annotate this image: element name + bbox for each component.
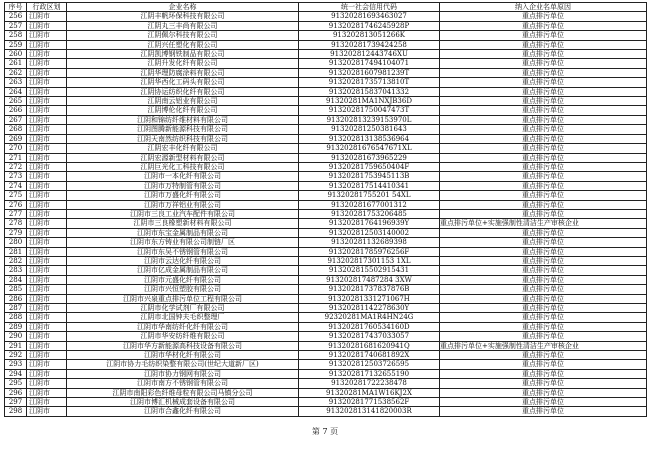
table-row xyxy=(5,68,647,77)
cell-name: 江阴市元盛化纤有限公司 xyxy=(67,275,299,284)
cell-code: 913202815502915431 xyxy=(299,266,440,275)
table-row xyxy=(5,181,647,190)
table-row xyxy=(5,398,647,407)
cell-name: 江阴市万盛化纤有限公司 xyxy=(67,191,299,200)
table-row xyxy=(5,341,647,350)
cell-district: 江阴市 xyxy=(27,144,67,153)
table-row xyxy=(5,134,647,143)
table-row xyxy=(5,200,647,209)
cell-district: 江阴市 xyxy=(27,285,67,294)
cell-name: 江阴华理防腐涂料有限公司 xyxy=(67,68,299,77)
table-row xyxy=(5,275,647,284)
cell-name: 江阴市协力毛纺织染整有限公司(世纪大道新厂区) xyxy=(67,360,299,369)
cell-reason: 重点排污单位+实施强制性清洁生产审核企业 xyxy=(440,341,647,350)
cell-reason: 重点排污单位 xyxy=(440,388,647,397)
cell-name: 江阴升发化纤有限公司 xyxy=(67,59,299,68)
table-row xyxy=(5,360,647,369)
cell-code: 913202817514410341 xyxy=(299,181,440,190)
table-body xyxy=(5,12,647,416)
table-row xyxy=(5,191,647,200)
enterprise-list-sheet xyxy=(4,2,646,417)
cell-code: 91320281764196939Y xyxy=(299,219,440,228)
header-name: 企业名称 xyxy=(67,3,299,12)
cell-name: 江阴市兴恒塑胶有限公司 xyxy=(67,285,299,294)
cell-no: 294 xyxy=(5,369,27,378)
table-row xyxy=(5,228,647,237)
cell-no: 256 xyxy=(5,12,27,21)
cell-no: 297 xyxy=(5,398,27,407)
page-number: 第 7 页 xyxy=(311,427,339,436)
cell-no: 258 xyxy=(5,31,27,40)
cell-no: 271 xyxy=(5,153,27,162)
cell-no: 278 xyxy=(5,219,27,228)
cell-code: 91320281722238478 xyxy=(299,379,440,388)
table-row xyxy=(5,50,647,59)
cell-code: 91320281132689398 xyxy=(299,238,440,247)
cell-no: 267 xyxy=(5,115,27,124)
table-row xyxy=(5,31,647,40)
cell-reason: 重点排污单位 xyxy=(440,68,647,77)
table-row xyxy=(5,12,647,21)
cell-district: 江阴市 xyxy=(27,40,67,49)
cell-code: 91320281755201 54XL xyxy=(299,191,440,200)
cell-reason: 重点排污单位 xyxy=(440,153,647,162)
cell-no: 298 xyxy=(5,407,27,416)
cell-name: 江阴市华南纺纤化纤有限公司 xyxy=(67,322,299,331)
cell-reason: 重点排污单位 xyxy=(440,360,647,369)
table-row xyxy=(5,125,647,134)
cell-code: 91320281750047473T xyxy=(299,106,440,115)
table-row xyxy=(5,87,647,96)
cell-code: 91320281737837876B xyxy=(299,285,440,294)
cell-district: 江阴市 xyxy=(27,228,67,237)
cell-no: 274 xyxy=(5,181,27,190)
cell-reason: 重点排污单位 xyxy=(440,21,647,30)
table-row xyxy=(5,144,647,153)
cell-reason: 重点排污单位 xyxy=(440,172,647,181)
cell-no: 286 xyxy=(5,294,27,303)
cell-name: 江阴宏丰化纤有限公司 xyxy=(67,144,299,153)
cell-district: 江阴市 xyxy=(27,275,67,284)
cell-name: 江阴市协力钢网有限公司 xyxy=(67,369,299,378)
cell-no: 295 xyxy=(5,379,27,388)
cell-code: 91320281771538562F xyxy=(299,398,440,407)
cell-name: 江阴市东吴不锈钢管有限公司 xyxy=(67,247,299,256)
table-row xyxy=(5,407,647,416)
cell-district: 江阴市 xyxy=(27,247,67,256)
cell-name: 江阴南云铝业有限公司 xyxy=(67,97,299,106)
cell-code: 91320281759650404F xyxy=(299,162,440,171)
cell-code: 91320281677001312 xyxy=(299,200,440,209)
cell-name: 江阴市华方新能源高科技设备有限公司 xyxy=(67,341,299,350)
table-row xyxy=(5,369,647,378)
cell-code: 91320281331271067H xyxy=(299,294,440,303)
table-row xyxy=(5,294,647,303)
cell-no: 268 xyxy=(5,125,27,134)
cell-district: 江阴市 xyxy=(27,87,67,96)
cell-no: 296 xyxy=(5,388,27,397)
header-code: 统一社会信用代码 xyxy=(299,3,440,12)
cell-reason: 重点排污单位 xyxy=(440,228,647,237)
cell-reason: 重点排污单位 xyxy=(440,125,647,134)
header-reason: 纳入企业名单原因 xyxy=(440,3,647,12)
table-row xyxy=(5,266,647,275)
cell-reason: 重点排污单位 xyxy=(440,181,647,190)
cell-district: 江阴市 xyxy=(27,379,67,388)
table-header-row xyxy=(5,3,647,12)
cell-district: 江阴市 xyxy=(27,332,67,341)
cell-name: 江阴市南阳彩色纤维母粒有限公司马镇分公司 xyxy=(67,388,299,397)
cell-reason: 重点排污单位 xyxy=(440,134,647,143)
cell-district: 江阴市 xyxy=(27,31,67,40)
cell-code: 91320281739424258 xyxy=(299,40,440,49)
cell-district: 江阴市 xyxy=(27,322,67,331)
cell-code: 91320281681620941Q xyxy=(299,341,440,350)
cell-name: 江阴丸三丰尚有限公司 xyxy=(67,21,299,30)
table-row xyxy=(5,153,647,162)
table-row xyxy=(5,388,647,397)
table-row xyxy=(5,247,647,256)
cell-code: 91320281740681892X xyxy=(299,351,440,360)
cell-district: 江阴市 xyxy=(27,238,67,247)
table-row xyxy=(5,21,647,30)
cell-no: 284 xyxy=(5,275,27,284)
cell-code: 913202813138536964 xyxy=(299,134,440,143)
table-row xyxy=(5,332,647,341)
cell-name: 江阴图腾新能源科技有限公司 xyxy=(67,125,299,134)
cell-district: 江阴市 xyxy=(27,200,67,209)
cell-code: 91320281250381643 xyxy=(299,125,440,134)
cell-name: 江阴市北国钟夫毛织整理厂 xyxy=(67,313,299,322)
cell-reason: 重点排污单位 xyxy=(440,50,647,59)
cell-code: 913202812503140002 xyxy=(299,228,440,237)
cell-district: 江阴市 xyxy=(27,21,67,30)
cell-no: 264 xyxy=(5,87,27,96)
cell-code: 91320281735713810T xyxy=(299,78,440,87)
cell-no: 273 xyxy=(5,172,27,181)
cell-name: 江阴市兴泉重点排污单位工程有限公司 xyxy=(67,294,299,303)
cell-code: 913202812443746XU xyxy=(299,50,440,59)
cell-name: 江阴市博汇机械成套设备有限公司 xyxy=(67,398,299,407)
cell-district: 江阴市 xyxy=(27,97,67,106)
cell-district: 江阴市 xyxy=(27,172,67,181)
table-row xyxy=(5,97,647,106)
cell-district: 江阴市 xyxy=(27,68,67,77)
cell-reason: 重点排污单位 xyxy=(440,322,647,331)
table-row xyxy=(5,238,647,247)
cell-name: 江阴天南然纺织科技有限公司 xyxy=(67,134,299,143)
cell-name: 江阴华西化工码头有限公司 xyxy=(67,78,299,87)
table-row xyxy=(5,322,647,331)
cell-reason: 重点排污单位 xyxy=(440,256,647,265)
cell-reason: 重点排污单位 xyxy=(440,12,647,21)
table-row xyxy=(5,256,647,265)
cell-district: 江阴市 xyxy=(27,50,67,59)
cell-name: 江阴市合鑫化纤有限公司 xyxy=(67,407,299,416)
cell-reason: 重点排污单位 xyxy=(440,115,647,124)
cell-district: 江阴市 xyxy=(27,162,67,171)
cell-district: 江阴市 xyxy=(27,304,67,313)
cell-reason: 重点排污单位 xyxy=(440,247,647,256)
cell-name: 江阴市南方不锈钢管有限公司 xyxy=(67,379,299,388)
cell-reason: 重点排污单位 xyxy=(440,332,647,341)
cell-name: 江阴巨光化工科技有限公司 xyxy=(67,162,299,171)
table-row xyxy=(5,115,647,124)
cell-district: 江阴市 xyxy=(27,209,67,218)
cell-reason: 重点排污单位 xyxy=(440,59,647,68)
cell-district: 江阴市 xyxy=(27,398,67,407)
cell-district: 江阴市 xyxy=(27,59,67,68)
cell-code: 91320281676547671XL xyxy=(299,144,440,153)
cell-code: 91320281142278630Y xyxy=(299,304,440,313)
cell-reason: 重点排污单位 xyxy=(440,369,647,378)
cell-district: 江阴市 xyxy=(27,12,67,21)
cell-no: 260 xyxy=(5,50,27,59)
cell-no: 288 xyxy=(5,313,27,322)
cell-no: 277 xyxy=(5,209,27,218)
cell-code: 913202817132655190 xyxy=(299,369,440,378)
cell-no: 276 xyxy=(5,200,27,209)
cell-code: 913202817487284 3XW xyxy=(299,275,440,284)
cell-code: 91320281785976256F xyxy=(299,247,440,256)
cell-name: 江阴市华安纺纤维有限公司 xyxy=(67,332,299,341)
table-row xyxy=(5,209,647,218)
cell-reason: 重点排污单位 xyxy=(440,78,647,87)
cell-reason: 重点排污单位 xyxy=(440,285,647,294)
cell-no: 265 xyxy=(5,97,27,106)
table-row xyxy=(5,313,647,322)
cell-district: 江阴市 xyxy=(27,294,67,303)
cell-reason: 重点排污单位 xyxy=(440,275,647,284)
cell-name: 江阴凯博钢铁制品有限公司 xyxy=(67,50,299,59)
cell-name: 江阴兴任塑化有限公司 xyxy=(67,40,299,49)
cell-reason: 重点排污单位 xyxy=(440,238,647,247)
header-no: 序号 xyxy=(5,3,27,12)
cell-name: 江阴市一本化纤有限公司 xyxy=(67,172,299,181)
table-row xyxy=(5,304,647,313)
table-row xyxy=(5,351,647,360)
cell-reason: 重点排污单位 xyxy=(440,266,647,275)
cell-code: 92320281MA1R4HN24G xyxy=(299,313,440,322)
cell-name: 江阴市云达化纤有限公司 xyxy=(67,256,299,265)
cell-district: 江阴市 xyxy=(27,106,67,115)
cell-name: 江阴市东宝金属制品有限公司 xyxy=(67,228,299,237)
table-row xyxy=(5,162,647,171)
cell-no: 259 xyxy=(5,40,27,49)
cell-district: 江阴市 xyxy=(27,134,67,143)
cell-reason: 重点排污单位+实施强制性清洁生产审核企业 xyxy=(440,219,647,228)
cell-reason: 重点排污单位 xyxy=(440,313,647,322)
cell-code: 91320281607981239T xyxy=(299,68,440,77)
cell-reason: 重点排污单位 xyxy=(440,200,647,209)
cell-district: 江阴市 xyxy=(27,360,67,369)
cell-name: 江阴市三良橡塑新材料有限公司 xyxy=(67,219,299,228)
cell-name: 江阴丰帆环保科技有限公司 xyxy=(67,12,299,21)
table-row xyxy=(5,78,647,87)
table-row xyxy=(5,106,647,115)
cell-code: 91320281673965229 xyxy=(299,153,440,162)
cell-district: 江阴市 xyxy=(27,153,67,162)
cell-reason: 重点排污单位 xyxy=(440,407,647,416)
cell-district: 江阴市 xyxy=(27,115,67,124)
cell-district: 江阴市 xyxy=(27,256,67,265)
cell-reason: 重点排污单位 xyxy=(440,106,647,115)
cell-no: 289 xyxy=(5,322,27,331)
cell-no: 270 xyxy=(5,144,27,153)
cell-district: 江阴市 xyxy=(27,125,67,134)
cell-district: 江阴市 xyxy=(27,219,67,228)
cell-code: 913202817301153 1XL xyxy=(299,256,440,265)
cell-no: 272 xyxy=(5,162,27,171)
table-row xyxy=(5,40,647,49)
cell-code: 91320281753945113B xyxy=(299,172,440,181)
cell-no: 281 xyxy=(5,247,27,256)
cell-name: 江阴佩尔科技有限公司 xyxy=(67,31,299,40)
cell-reason: 重点排污单位 xyxy=(440,191,647,200)
cell-name: 江阴市万特制管有限公司 xyxy=(67,181,299,190)
cell-reason: 重点排污单位 xyxy=(440,398,647,407)
cell-no: 266 xyxy=(5,106,27,115)
cell-no: 291 xyxy=(5,341,27,350)
table-row xyxy=(5,172,647,181)
cell-code: 913202813239153970L xyxy=(299,115,440,124)
cell-name: 江阴市化学试剂厂有限公司 xyxy=(67,304,299,313)
cell-reason: 重点排污单位 xyxy=(440,162,647,171)
cell-name: 江阴宏源新型材料有限公司 xyxy=(67,153,299,162)
enterprise-table xyxy=(4,2,647,417)
cell-reason: 重点排污单位 xyxy=(440,209,647,218)
cell-no: 261 xyxy=(5,59,27,68)
cell-district: 江阴市 xyxy=(27,369,67,378)
cell-code: 913202817437033057 xyxy=(299,332,440,341)
cell-reason: 重点排污单位 xyxy=(440,294,647,303)
cell-no: 290 xyxy=(5,332,27,341)
cell-name: 江阴市东方铸业有限公司制链厂区 xyxy=(67,238,299,247)
cell-district: 江阴市 xyxy=(27,181,67,190)
cell-no: 283 xyxy=(5,266,27,275)
cell-name: 江阴协运纺织化纤有限公司 xyxy=(67,87,299,96)
cell-name: 江阴和锦纺纤维材料有限公司 xyxy=(67,115,299,124)
cell-district: 江阴市 xyxy=(27,191,67,200)
cell-reason: 重点排污单位 xyxy=(440,351,647,360)
cell-code: 91320281746245928P xyxy=(299,21,440,30)
cell-code: 913202812503726595 xyxy=(299,360,440,369)
cell-code: 91320281MA1NXJB36D xyxy=(299,97,440,106)
cell-no: 279 xyxy=(5,228,27,237)
cell-name: 江阴市万祥铝业有限公司 xyxy=(67,200,299,209)
cell-no: 293 xyxy=(5,360,27,369)
cell-district: 江阴市 xyxy=(27,266,67,275)
cell-district: 江阴市 xyxy=(27,351,67,360)
cell-code: 913202813141820003R xyxy=(299,407,440,416)
cell-reason: 重点排污单位 xyxy=(440,144,647,153)
cell-name: 江阴市亿成金属制品有限公司 xyxy=(67,266,299,275)
cell-reason: 重点排污单位 xyxy=(440,40,647,49)
cell-no: 292 xyxy=(5,351,27,360)
cell-code: 913202813051266K xyxy=(299,31,440,40)
cell-no: 263 xyxy=(5,78,27,87)
cell-code: 913202817494104071 xyxy=(299,59,440,68)
cell-no: 262 xyxy=(5,68,27,77)
cell-district: 江阴市 xyxy=(27,407,67,416)
table-row xyxy=(5,219,647,228)
cell-reason: 重点排污单位 xyxy=(440,379,647,388)
cell-reason: 重点排污单位 xyxy=(440,304,647,313)
cell-no: 269 xyxy=(5,134,27,143)
cell-code: 91320281693463027 xyxy=(299,12,440,21)
cell-code: 91320281MA1W16KJ2X xyxy=(299,388,440,397)
cell-name: 江阴市三良工业汽车配件有限公司 xyxy=(67,209,299,218)
table-row xyxy=(5,59,647,68)
cell-name: 江阴博伦化纤有限公司 xyxy=(67,106,299,115)
cell-reason: 重点排污单位 xyxy=(440,97,647,106)
cell-district: 江阴市 xyxy=(27,313,67,322)
cell-district: 江阴市 xyxy=(27,341,67,350)
cell-no: 280 xyxy=(5,238,27,247)
cell-district: 江阴市 xyxy=(27,388,67,397)
cell-district: 江阴市 xyxy=(27,78,67,87)
cell-no: 257 xyxy=(5,21,27,30)
cell-no: 285 xyxy=(5,285,27,294)
cell-no: 287 xyxy=(5,304,27,313)
table-row xyxy=(5,379,647,388)
cell-code: 91320281753206485 xyxy=(299,209,440,218)
cell-name: 江阴市华材化纤有限公司 xyxy=(67,351,299,360)
cell-no: 282 xyxy=(5,256,27,265)
table-row xyxy=(5,285,647,294)
header-district: 行政区划 xyxy=(27,3,67,12)
cell-reason: 重点排污单位 xyxy=(440,87,647,96)
cell-code: 913202815837041332 xyxy=(299,87,440,96)
cell-reason: 重点排污单位 xyxy=(440,31,647,40)
cell-no: 275 xyxy=(5,191,27,200)
cell-code: 91320281760534160D xyxy=(299,322,440,331)
